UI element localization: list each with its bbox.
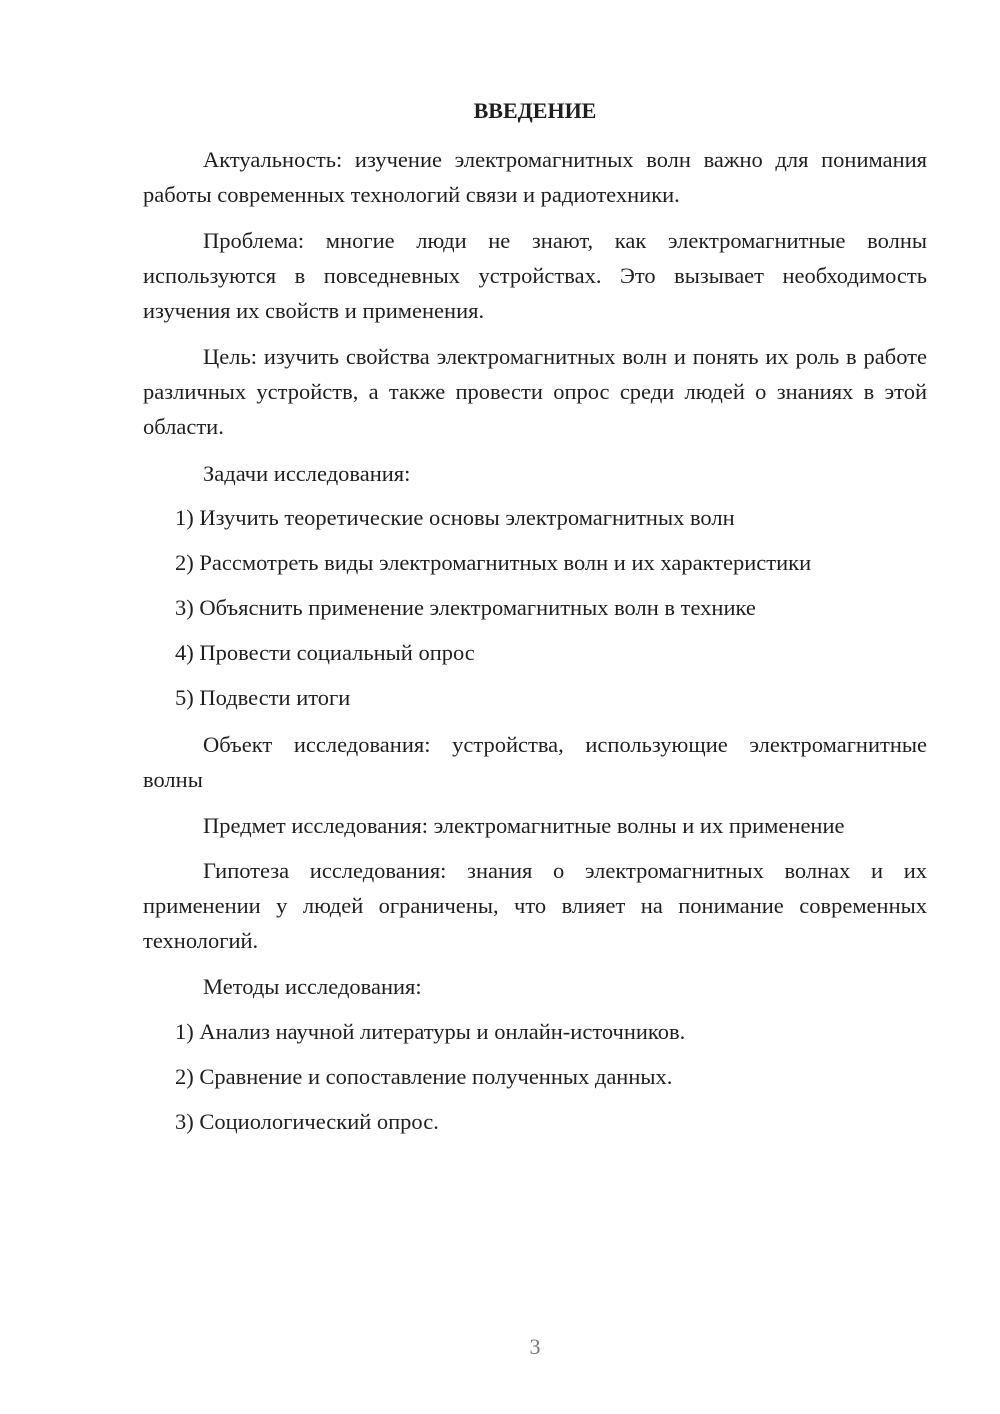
page-number: 3 bbox=[529, 1334, 541, 1359]
object-paragraph: Объект исследования: устройства, использующие электромагнитные волны bbox=[143, 732, 927, 792]
hypothesis-paragraph: Гипотеза исследования: знания о электромагнитных волнах и их применении у людей ограничены, что влияет на понимание современных технологий. bbox=[143, 858, 927, 953]
task-item-5: 5) Подвести итоги bbox=[175, 685, 351, 710]
method-item-1: 1) Анализ научной литературы и онлайн-источников. bbox=[175, 1019, 686, 1044]
subject-paragraph: Предмет исследования: электромагнитные волны и их применение bbox=[203, 813, 845, 838]
method-item-3: 3) Социологический опрос. bbox=[175, 1109, 439, 1134]
page-heading: ВВЕДЕНИЕ bbox=[473, 98, 597, 123]
task-item-2: 2) Рассмотреть виды электромагнитных волн и их характеристики bbox=[175, 550, 812, 575]
task-item-1: 1) Изучить теоретические основы электромагнитных волн bbox=[175, 505, 735, 530]
problem-paragraph: Проблема: многие люди не знают, как электромагнитные волны используются в повседневных устройствах. Это вызывает необходимость изучения их свойств и применения. bbox=[143, 228, 927, 323]
method-item-2: 2) Сравнение и сопоставление полученных данных. bbox=[175, 1064, 673, 1089]
methods-heading: Методы исследования: bbox=[203, 974, 422, 999]
tasks-heading: Задачи исследования: bbox=[203, 461, 411, 486]
relevance-paragraph: Актуальность: изучение электромагнитных волн важно для понимания работы современных технологий связи и радиотехники. bbox=[143, 147, 927, 207]
goal-paragraph: Цель: изучить свойства электромагнитных волн и понять их роль в работе различных устройств, а также провести опрос среди людей о знаниях в этой области. bbox=[143, 344, 927, 439]
task-item-3: 3) Объяснить применение электромагнитных волн в технике bbox=[175, 595, 756, 620]
task-item-4: 4) Провести социальный опрос bbox=[175, 640, 475, 665]
